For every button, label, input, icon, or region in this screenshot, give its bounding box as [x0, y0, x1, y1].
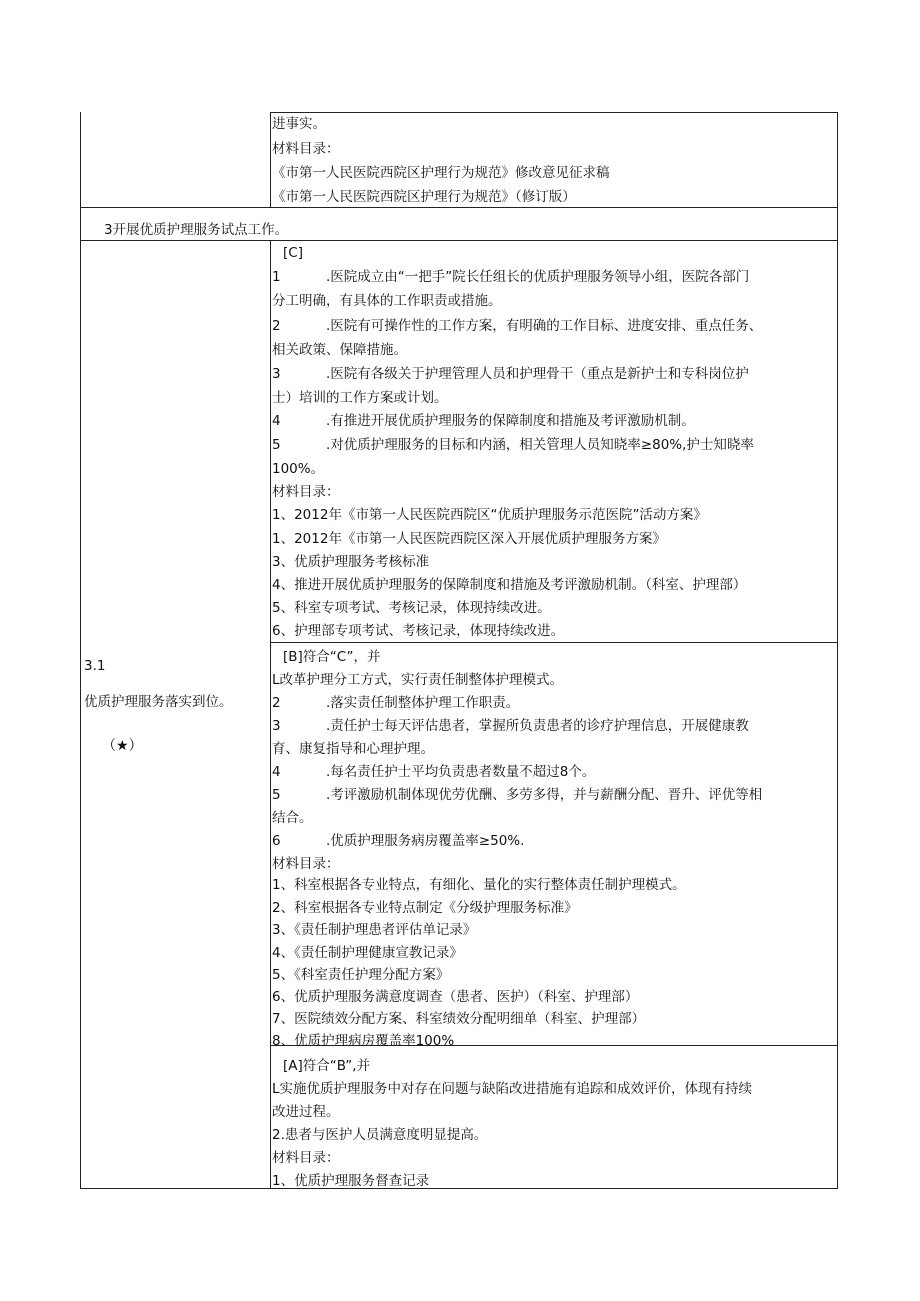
requirement-text: .有推进开展优质护理服务的保障制度和措施及考评激励机制。 — [326, 413, 695, 429]
requirement-text: 100%。 — [272, 461, 325, 477]
req-number: 3 — [272, 366, 281, 382]
row-divider — [270, 642, 838, 643]
material-item: 6、护理部专项考试、考核记录，体现持续改进。 — [272, 623, 565, 639]
grade-b-prefix: [B]符合 — [283, 649, 330, 665]
material-item: 1、优质护理服务督查记录 — [272, 1173, 430, 1189]
requirement-text: 士）培训的工作方案或计划。 — [272, 390, 448, 406]
requirement-text: L改革护理分工方式，实行责任制整体护理模式。 — [272, 672, 564, 688]
col-divider — [80, 112, 81, 1188]
materials-label: 材料目录： — [272, 484, 340, 500]
req-number: 3 — [272, 718, 281, 734]
col-divider — [270, 112, 271, 207]
requirement-text: L实施优质护理服务中对存在问题与缺陷改进措施有追踪和成效评价，体现有持续 — [272, 1081, 753, 1097]
materials-label: 材料目录： — [272, 141, 340, 157]
material-item: 2、科室根据各专业特点制定《分级护理服务标准》 — [272, 900, 578, 916]
material-item: 5、科室专项考试、考核记录，体现持续改进。 — [272, 600, 551, 616]
material-item: 5、《科室责任护理分配方案》 — [272, 967, 450, 983]
material-item: 6、优质护理服务满意度调查（患者、医护）（科室、护理部） — [272, 989, 639, 1005]
requirement-text: 分工明确，有具体的工作职责或措施。 — [272, 293, 502, 309]
grade-a-label: [A]符合“B”,并 — [283, 1058, 371, 1074]
requirement-text: 改进过程。 — [272, 1104, 340, 1120]
section-title: 3开展优质护理服务试点工作。 — [104, 222, 289, 238]
material-item: 1、科室根据各专业特点，有细化、量化的实行整体责任制护理模式。 — [272, 877, 686, 893]
requirement-text: .优质护理服务病房覆盖率≥50%. — [326, 833, 525, 849]
item-title: 优质护理服务落实到位。 — [84, 694, 233, 710]
text-line: 进事实。 — [272, 116, 326, 132]
req-number: 4 — [272, 413, 281, 429]
material-item: 8、优质护理病房覆盖率100% — [272, 1033, 455, 1049]
materials-label: 材料目录： — [272, 1150, 340, 1166]
star-mark: （★） — [102, 738, 143, 754]
req-number: 5 — [272, 787, 281, 803]
grade-b-suffix: “C”，并 — [329, 649, 381, 665]
col-divider — [270, 240, 271, 1188]
requirement-text: .落实责任制整体护理工作职责。 — [326, 695, 520, 711]
requirement-text: .考评激励机制体现优劳优酬、多劳多得，并与薪酬分配、晋升、评优等相 — [326, 787, 763, 803]
material-item: 3、优质护理服务考核标准 — [272, 554, 430, 570]
requirement-text: .医院成立由“一把手”院长任组长的优质护理服务领导小组，医院各部门 — [326, 269, 750, 285]
item-number: 3.1 — [84, 658, 106, 674]
material-item: 《市第一人民医院西院区护理行为规范》修改意见征求稿 — [272, 165, 610, 181]
row-divider — [270, 112, 838, 113]
requirement-text: 结合。 — [272, 810, 313, 826]
grade-c-label: [C] — [283, 245, 303, 261]
requirement-text: .医院有各级关于护理管理人员和护理骨干（重点是新护士和专科岗位护 — [326, 366, 749, 382]
req-number: 5 — [272, 437, 281, 453]
material-item: 《市第一人民医院西院区护理行为规范》（修订版） — [272, 189, 576, 205]
grade-b-label — [283, 646, 380, 668]
requirement-text: 相关政策、保障措施。 — [272, 342, 407, 358]
requirement-text: .医院有可操作性的工作方案，有明确的工作目标、进度安排、重点任务、 — [326, 318, 763, 334]
row-divider — [80, 1188, 838, 1189]
material-item: 4、推进开展优质护理服务的保障制度和措施及考评激励机制。（科室、护理部） — [272, 577, 747, 593]
material-item: 1、2012年《市第一人民医院西院区“优质护理服务示范医院”活动方案》 — [272, 507, 707, 523]
col-divider — [837, 112, 838, 1188]
requirement-text: .对优质护理服务的目标和内涵，相关管理人员知晓率≥80%,护士知晓率 — [326, 437, 754, 453]
materials-label: 材料目录： — [272, 856, 340, 872]
requirement-text: .每名责任护士平均负责患者数量不超过8个。 — [326, 764, 596, 780]
requirement-text: 2.患者与医护人员满意度明显提高。 — [272, 1127, 488, 1143]
req-number: 6 — [272, 833, 281, 849]
material-item: 4、《责任制护理健康宣教记录》 — [272, 945, 463, 961]
req-number: 4 — [272, 764, 281, 780]
material-item: 1、2012年《市第一人民医院西院区深入开展优质护理服务方案》 — [272, 531, 666, 547]
requirement-text: 育、康复指导和心理护理。 — [272, 741, 434, 757]
requirement-text: .责任护士每天评估患者，掌握所负责患者的诊疗护理信息，开展健康教 — [326, 718, 749, 734]
req-number: 2 — [272, 695, 281, 711]
material-item: 3、《责任制护理患者评估单记录》 — [272, 922, 477, 938]
req-number: 1 — [272, 269, 281, 285]
material-item: 7、医院绩效分配方案、科室绩效分配明细单（科室、护理部） — [272, 1011, 646, 1027]
req-number: 2 — [272, 318, 281, 334]
